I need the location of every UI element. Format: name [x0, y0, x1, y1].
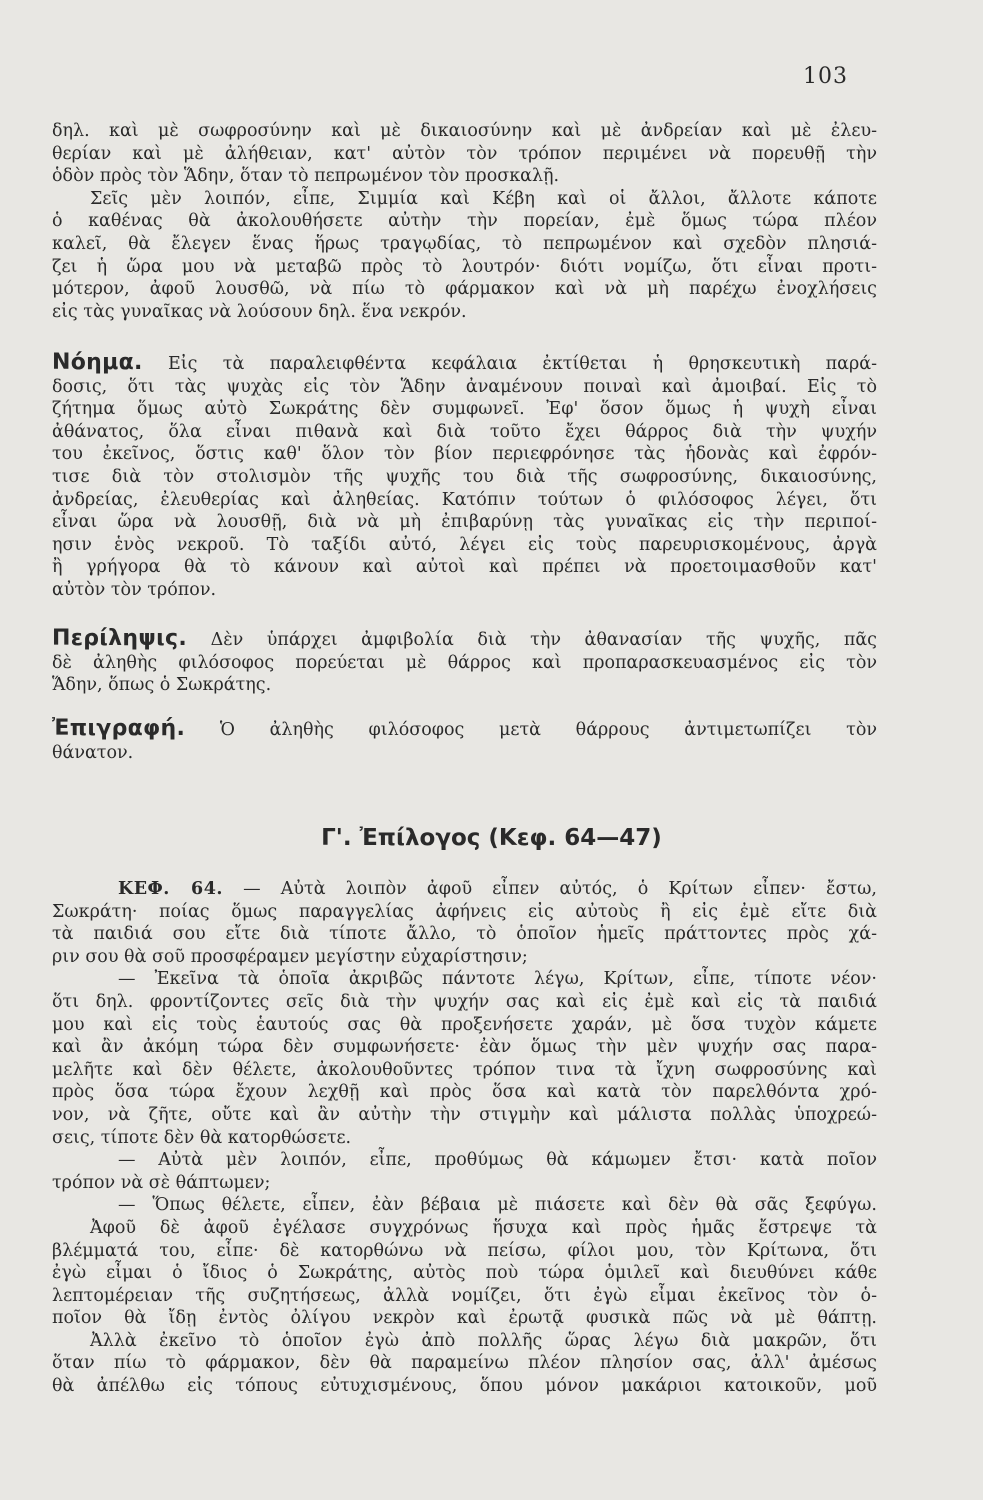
- epigrafi-section: [52, 718, 877, 764]
- perilipsis-section: [52, 628, 877, 697]
- perilipsis-label: Περίληψις.: [52, 626, 187, 651]
- text-line: — Αὐτὰ μὲν λοιπόν, εἶπε, προθύμως θὰ κάμωμεν ἔτσι· κατὰ ποῖον: [118, 1150, 877, 1171]
- text-line: καλεῖ, θὰ ἔλεγεν ἕνας ἥρως τραγῳδίας, τὸ πεπρωμένον καὶ σχεδὸν πλησιά-: [52, 233, 877, 254]
- chapter-64: [52, 878, 877, 1398]
- text-line: θάνατον.: [52, 742, 134, 763]
- text-line: ὅτι δηλ. φροντίζοντες σεῖς διὰ τὴν ψυχήν σας καὶ εἰς ἐμὲ καὶ εἰς τὰ παιδιά: [52, 991, 877, 1012]
- text-line: Ἀφοῦ δὲ ἀφοῦ ἐγέλασε συγχρόνως ἥσυχα καὶ πρὸς ἡμᾶς ἔστρεψε τὰ: [90, 1217, 877, 1238]
- text-line: καὶ ἂν ἀκόμη τώρα δὲν συμφωνήσετε· ἐὰν ὅμως τὴν μὲν ψυχήν σας παρα-: [52, 1037, 877, 1058]
- text-line: ὅταν πίω τὸ φάρμακον, δὲν θὰ παραμείνω πλέον πλησίον σας, ἀλλ' ἀμέσως: [52, 1353, 877, 1374]
- epigrafi-label: Ἐπιγραφή.: [52, 716, 186, 741]
- text-line: λεπτομέρειαν τῆς συζητήσεως, ἀλλὰ νομίζει, ὅτι ἐγὼ εἶμαι ἐκεῖνος τὸν ὁ-: [52, 1285, 877, 1306]
- text-line: ζει ἡ ὥρα μου νὰ μεταβῶ πρὸς τὸ λουτρόν· διότι νομίζω, ὅτι εἶναι προτι-: [52, 256, 877, 277]
- section-heading: Γ'. Ἐπίλογος (Κεφ. 64—47): [321, 825, 662, 851]
- page-number: 103: [803, 64, 848, 89]
- text-line: ἢ γρήγορα θὰ τὸ κάνουν καὶ αὐτοὶ καὶ πρέπει νὰ προετοιμασθοῦν κατ': [52, 557, 877, 578]
- noima-section: [52, 352, 877, 602]
- text-line: τὰ παιδιά σου εἴτε διὰ τίποτε ἄλλο, τὸ ὁποῖον ἡμεῖς πράττοντες πρὸς χά-: [52, 924, 877, 945]
- text-line: ριν σου θὰ σοῦ προσφέραμεν μεγίστην εὐχαρίστησιν;: [52, 946, 528, 967]
- text-line: ἀθάνατος, ὅλα εἶναι πιθανὰ καὶ διὰ τοῦτο ἔχει θάρρος διὰ τὴν ψυχήν: [52, 421, 877, 442]
- text-line: μότερον, ἀφοῦ λουσθῶ, νὰ πίω τὸ φάρμακον καὶ νὰ μὴ παρέχω ἐνοχλήσεις: [52, 279, 877, 300]
- text-line: θερίαν καὶ μὲ ἀλήθειαν, κατ' αὐτὸν τὸν τρόπον περιμένει νὰ πορευθῇ τὴν: [52, 143, 877, 164]
- text-line: του ἐκεῖνος, ὅστις καθ' ὅλον τὸν βίον περιεφρόνησε τὰς ἡδονὰς καὶ ἐφρόν-: [52, 444, 877, 465]
- text-line: μου καὶ εἰς τοὺς ἑαυτούς σας θὰ προξενήσετε χαράν, μὲ ὅσα τυχὸν κάμετε: [52, 1014, 877, 1035]
- text-line: πρὸς ὅσα τώρα ἔχουν λεχθῇ καὶ πρὸς ὅσα καὶ κατὰ τὸν παρελθόντα χρό-: [52, 1082, 877, 1103]
- text-line: μελῆτε καὶ δὲν θέλετε, ἀκολουθοῦντες τρόπον τινα τὰ ἴχνη σωφροσύνης καὶ: [52, 1059, 877, 1080]
- text-line: αὐτὸν τὸν τρόπον.: [52, 579, 217, 600]
- text-line: — Ὅπως θέλετε, εἶπεν, ἐὰν βέβαια μὲ πιάσετε καὶ δὲν θὰ σᾶς ξεφύγω.: [118, 1195, 877, 1216]
- text-line: Δὲν ὑπάρχει ἀμφιβολία διὰ τὴν ἀθανασίαν τῆς ψυχῆς, πᾶς: [210, 630, 877, 650]
- text-line: Σωκράτη· ποίας ὅμως παραγγελίας ἀφήνεις εἰς αὐτοὺς ἢ εἰς ἐμὲ εἴτε διὰ: [52, 901, 877, 922]
- text-line: ἀνδρείας, ἐλευθερίας καὶ ἀληθείας. Κατόπιν τούτων ὁ φιλόσοφος λέγει, ὅτι: [52, 489, 877, 510]
- text-line: Εἰς τὰ παραλειφθέντα κεφάλαια ἐκτίθεται ἡ θρησκευτικὴ παρά-: [168, 354, 877, 374]
- text-line: ὁ καθένας θὰ ἀκολουθήσετε αὐτὴν τὴν πορείαν, ἐμὲ ὅμως τώρα πλέον: [52, 211, 877, 232]
- text-line: — Αὐτὰ λοιπὸν ἀφοῦ εἶπεν αὐτός, ὁ Κρίτων εἶπεν· ἔστω,: [243, 879, 877, 899]
- text-line: Ὁ ἀληθὴς φιλόσοφος μετὰ θάρρους ἀντιμετωπίζει τὸν: [219, 720, 877, 740]
- noima-label: Νόημα.: [52, 350, 143, 375]
- text-line: — Ἐκεῖνα τὰ ὁποῖα ἀκριβῶς πάντοτε λέγω, Κρίτων, εἶπε, τίποτε νέον·: [118, 969, 877, 990]
- text-line: εἶναι ὥρα νὰ λουσθῇ, διὰ νὰ μὴ ἐπιβαρύνῃ τὰς γυναῖκας εἰς τὴν περιποί-: [52, 512, 877, 533]
- text-line: Ἀλλὰ ἐκεῖνο τὸ ὁποῖον ἐγὼ ἀπὸ πολλῆς ὥρας λέγω διὰ μακρῶν, ὅτι: [90, 1330, 877, 1351]
- text-line: θὰ ἀπέλθω εἰς τόπους εὐτυχισμένους, ὅπου μόνον μακάριοι κατοικοῦν, μοῦ: [52, 1376, 877, 1397]
- text-line: ποῖον θὰ ἴδῃ ἐντὸς ὀλίγου νεκρὸν καὶ ἐρωτᾷ φυσικὰ πῶς νὰ μὲ θάπτῃ.: [52, 1308, 877, 1329]
- text-line: Ἅδην, ὅπως ὁ Σωκράτης.: [52, 675, 272, 696]
- text-line: ὁδὸν πρὸς τὸν Ἅδην, ὅταν τὸ πεπρωμένον τὸν προσκαλῇ.: [52, 166, 560, 187]
- text-line: ησιν ἑνὸς νεκροῦ. Τὸ ταξίδι αὐτό, λέγει εἰς τοὺς παρευρισκομένους, ἀργὰ: [52, 534, 877, 555]
- text-line: δηλ. καὶ μὲ σωφροσύνην καὶ μὲ δικαιοσύνην καὶ μὲ ἀνδρείαν καὶ μὲ ἐλευ-: [52, 121, 877, 141]
- text-line: Σεῖς μὲν λοιπόν, εἶπε, Σιμμία καὶ Κέβη καὶ οἱ ἄλλοι, ἄλλοτε κάποτε: [90, 188, 877, 209]
- text-line: δὲ ἀληθὴς φιλόσοφος πορεύεται μὲ θάρρος καὶ προπαρασκευασμένος εἰς τὸν: [52, 652, 877, 673]
- chapter-label: ΚΕΦ. 64.: [118, 879, 223, 899]
- text-line: σεις, τίποτε δὲν θὰ κατορθώσετε.: [52, 1127, 352, 1148]
- text-line: τισε διὰ τὸν στολισμὸν τῆς ψυχῆς του διὰ τῆς σωφροσύνης, δικαιοσύνης,: [52, 466, 877, 487]
- text-line: βλέμματά του, εἶπε· δὲ κατορθώνω νὰ πείσω, φίλοι μου, τὸν Κρίτωνα, ὅτι: [52, 1240, 877, 1261]
- text-line: δοσις, ὅτι τὰς ψυχὰς εἰς τὸν Ἅδην ἀναμένουν ποιναὶ καὶ ἀμοιβαί. Εἰς τὸ: [52, 376, 877, 397]
- text-line: εἰς τὰς γυναῖκας νὰ λούσουν δηλ. ἕνα νεκρόν.: [52, 301, 467, 322]
- text-line: ζήτημα ὅμως αὐτὸ Σωκράτης δὲν συμφωνεῖ. Ἐφ' ὅσον ὅμως ἡ ψυχὴ εἶναι: [52, 399, 877, 420]
- text-line: ἐγὼ εἶμαι ὁ ἴδιος ὁ Σωκράτης, αὐτὸς ποὺ τώρα ὁμιλεῖ καὶ διευθύνει κάθε: [52, 1263, 877, 1284]
- intro-paragraph: [52, 120, 877, 323]
- text-line: τρόπον νὰ σὲ θάπτωμεν;: [52, 1172, 271, 1193]
- text-line: νον, νὰ ζῆτε, οὔτε καὶ ἂν αὐτὴν τὴν στιγμὴν καὶ μάλιστα πολλὰς ὑποχρεώ-: [52, 1104, 877, 1125]
